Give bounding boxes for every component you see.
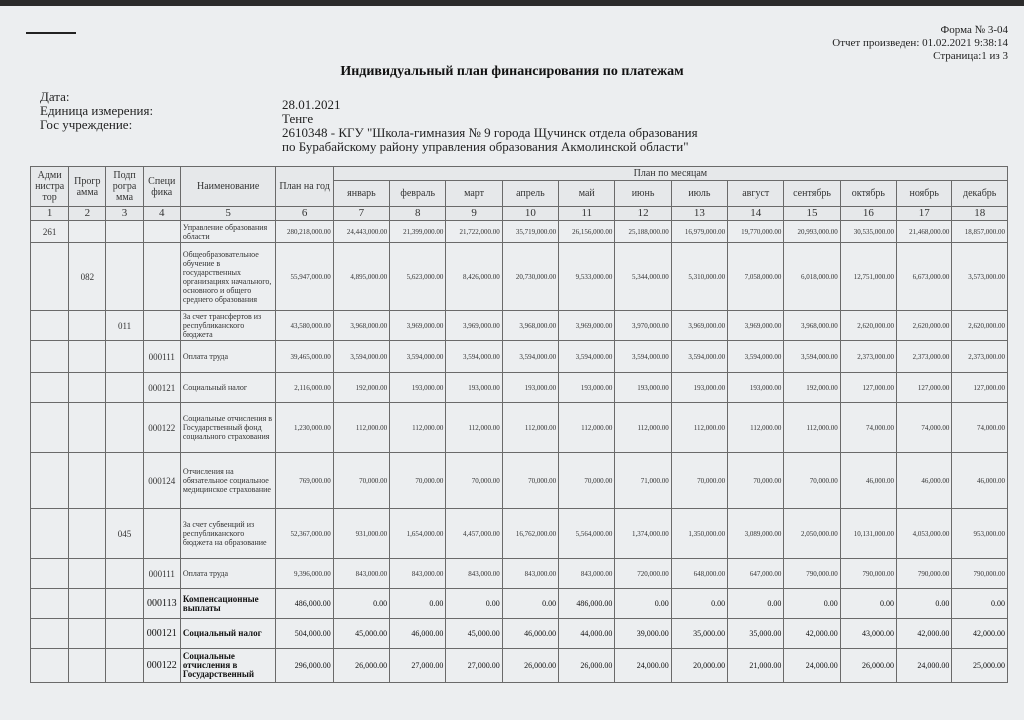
table-row bbox=[31, 649, 1008, 683]
cell-month-value: 112,000.00 bbox=[784, 403, 840, 453]
cell-program bbox=[69, 453, 106, 509]
cell-month-value: 9,533,000.00 bbox=[559, 243, 615, 311]
cell-admin bbox=[31, 453, 69, 509]
cell-month-value: 46,000.00 bbox=[502, 619, 558, 649]
cell-month-value: 70,000.00 bbox=[390, 453, 446, 509]
cell-month-value: 24,443,000.00 bbox=[333, 221, 389, 243]
cell-month-value: 112,000.00 bbox=[559, 403, 615, 453]
col-program: Прогр амма bbox=[69, 167, 106, 207]
decorative-dash bbox=[26, 32, 76, 34]
col-month: октябрь bbox=[840, 181, 896, 207]
cell-month-value: 5,310,000.00 bbox=[671, 243, 727, 311]
col-month: июнь bbox=[615, 181, 671, 207]
cell-program bbox=[69, 311, 106, 341]
cell-month-value: 21,722,000.00 bbox=[446, 221, 502, 243]
cell-admin bbox=[31, 403, 69, 453]
cell-month-value: 3,594,000.00 bbox=[615, 341, 671, 373]
cell-specifics: 000121 bbox=[143, 373, 180, 403]
cell-month-value: 70,000.00 bbox=[446, 453, 502, 509]
cell-month-value: 843,000.00 bbox=[446, 559, 502, 589]
unit-label: Единица измерения: bbox=[40, 103, 154, 118]
col-month: ноябрь bbox=[897, 181, 952, 207]
cell-month-value: 26,000.00 bbox=[502, 649, 558, 683]
cell-month-value: 71,000.00 bbox=[615, 453, 671, 509]
cell-month-value: 3,594,000.00 bbox=[559, 341, 615, 373]
cell-month-value: 192,000.00 bbox=[784, 373, 840, 403]
cell-month-value: 1,654,000.00 bbox=[390, 509, 446, 559]
unit-value: Тенге bbox=[282, 111, 314, 126]
cell-month-value: 20,993,000.00 bbox=[784, 221, 840, 243]
cell-month-value: 3,089,000.00 bbox=[728, 509, 784, 559]
cell-month-value: 127,000.00 bbox=[952, 373, 1008, 403]
cell-month-value: 2,373,000.00 bbox=[840, 341, 896, 373]
col-number: 15 bbox=[784, 207, 840, 221]
cell-month-value: 39,000.00 bbox=[615, 619, 671, 649]
table-row bbox=[31, 243, 1008, 311]
cell-subprogram bbox=[106, 559, 143, 589]
cell-month-value: 3,594,000.00 bbox=[446, 341, 502, 373]
cell-month-value: 0.00 bbox=[615, 589, 671, 619]
cell-month-value: 193,000.00 bbox=[446, 373, 502, 403]
cell-month-value: 18,857,000.00 bbox=[952, 221, 1008, 243]
cell-month-value: 2,050,000.00 bbox=[784, 509, 840, 559]
cell-name: Компенсационные выплаты bbox=[180, 589, 276, 619]
cell-subprogram bbox=[106, 619, 143, 649]
cell-month-value: 6,018,000.00 bbox=[784, 243, 840, 311]
cell-month-value: 5,623,000.00 bbox=[390, 243, 446, 311]
cell-admin bbox=[31, 373, 69, 403]
form-number: Форма № 3-04 bbox=[940, 24, 1008, 36]
cell-name: Оплата труда bbox=[180, 559, 276, 589]
col-number: 13 bbox=[671, 207, 727, 221]
cell-admin bbox=[31, 341, 69, 373]
cell-month-value: 0.00 bbox=[840, 589, 896, 619]
cell-month-value: 3,970,000.00 bbox=[615, 311, 671, 341]
cell-month-value: 2,620,000.00 bbox=[840, 311, 896, 341]
cell-month-value: 24,000.00 bbox=[897, 649, 952, 683]
cell-specifics bbox=[143, 221, 180, 243]
col-month: июль bbox=[671, 181, 727, 207]
cell-month-value: 193,000.00 bbox=[502, 373, 558, 403]
cell-specifics bbox=[143, 243, 180, 311]
cell-month-value: 2,620,000.00 bbox=[952, 311, 1008, 341]
cell-specifics: 000121 bbox=[143, 619, 180, 649]
col-number: 7 bbox=[333, 207, 389, 221]
cell-month-value: 3,969,000.00 bbox=[390, 311, 446, 341]
cell-month-value: 45,000.00 bbox=[446, 619, 502, 649]
cell-name: Оплата труда bbox=[180, 341, 276, 373]
cell-specifics: 000124 bbox=[143, 453, 180, 509]
cell-admin bbox=[31, 649, 69, 683]
header-labels bbox=[40, 90, 153, 132]
cell-month-value: 7,058,000.00 bbox=[728, 243, 784, 311]
cell-month-value: 45,000.00 bbox=[333, 619, 389, 649]
cell-month-value: 70,000.00 bbox=[784, 453, 840, 509]
cell-month-value: 27,000.00 bbox=[390, 649, 446, 683]
col-month: май bbox=[559, 181, 615, 207]
institution-line-1: 2610348 - КГУ "Школа-гимназия № 9 города Щучинск отдела образования bbox=[282, 125, 698, 140]
report-timestamp: Отчет произведен: 01.02.2021 9:38:14 bbox=[832, 37, 1008, 49]
cell-specifics bbox=[143, 311, 180, 341]
cell-month-value: 0.00 bbox=[446, 589, 502, 619]
table-row bbox=[31, 373, 1008, 403]
cell-month-value: 112,000.00 bbox=[671, 403, 727, 453]
cell-name: Социальный налог bbox=[180, 619, 276, 649]
cell-subprogram bbox=[106, 649, 143, 683]
cell-month-value: 46,000.00 bbox=[897, 453, 952, 509]
col-number: 5 bbox=[180, 207, 276, 221]
cell-month-value: 647,000.00 bbox=[728, 559, 784, 589]
cell-month-value: 26,000.00 bbox=[559, 649, 615, 683]
cell-plan-year: 9,396,000.00 bbox=[276, 559, 333, 589]
cell-plan-year: 52,367,000.00 bbox=[276, 509, 333, 559]
cell-plan-year: 769,000.00 bbox=[276, 453, 333, 509]
cell-month-value: 30,535,000.00 bbox=[840, 221, 896, 243]
cell-plan-year: 39,465,000.00 bbox=[276, 341, 333, 373]
table-row bbox=[31, 311, 1008, 341]
document-title: Индивидуальный план финансирования по платежам bbox=[340, 64, 684, 79]
cell-month-value: 16,762,000.00 bbox=[502, 509, 558, 559]
table-row bbox=[31, 403, 1008, 453]
cell-specifics: 000113 bbox=[143, 589, 180, 619]
cell-month-value: 0.00 bbox=[390, 589, 446, 619]
cell-month-value: 1,350,000.00 bbox=[671, 509, 727, 559]
cell-month-value: 3,969,000.00 bbox=[446, 311, 502, 341]
cell-month-value: 26,000.00 bbox=[333, 649, 389, 683]
cell-month-value: 3,594,000.00 bbox=[671, 341, 727, 373]
cell-program bbox=[69, 619, 106, 649]
cell-subprogram: 011 bbox=[106, 311, 143, 341]
cell-program bbox=[69, 373, 106, 403]
cell-month-value: 931,000.00 bbox=[333, 509, 389, 559]
cell-month-value: 486,000.00 bbox=[559, 589, 615, 619]
cell-admin bbox=[31, 243, 69, 311]
cell-subprogram bbox=[106, 221, 143, 243]
cell-month-value: 21,399,000.00 bbox=[390, 221, 446, 243]
cell-month-value: 3,968,000.00 bbox=[502, 311, 558, 341]
col-plan-year: План на год bbox=[276, 167, 333, 207]
cell-month-value: 0.00 bbox=[897, 589, 952, 619]
cell-month-value: 74,000.00 bbox=[897, 403, 952, 453]
col-number: 2 bbox=[69, 207, 106, 221]
cell-month-value: 790,000.00 bbox=[897, 559, 952, 589]
cell-month-value: 790,000.00 bbox=[952, 559, 1008, 589]
cell-month-value: 112,000.00 bbox=[333, 403, 389, 453]
cell-month-value: 4,895,000.00 bbox=[333, 243, 389, 311]
cell-admin bbox=[31, 589, 69, 619]
cell-month-value: 3,573,000.00 bbox=[952, 243, 1008, 311]
cell-name: За счет субвенций из республиканского бюджета на образование bbox=[180, 509, 276, 559]
cell-month-value: 843,000.00 bbox=[390, 559, 446, 589]
page-indicator: Страница:1 из 3 bbox=[933, 50, 1008, 62]
cell-month-value: 0.00 bbox=[728, 589, 784, 619]
cell-month-value: 953,000.00 bbox=[952, 509, 1008, 559]
col-number: 1 bbox=[31, 207, 69, 221]
cell-month-value: 12,751,000.00 bbox=[840, 243, 896, 311]
cell-month-value: 46,000.00 bbox=[390, 619, 446, 649]
cell-specifics bbox=[143, 509, 180, 559]
cell-month-value: 193,000.00 bbox=[728, 373, 784, 403]
cell-month-value: 46,000.00 bbox=[840, 453, 896, 509]
cell-month-value: 3,968,000.00 bbox=[784, 311, 840, 341]
col-month: декабрь bbox=[952, 181, 1008, 207]
cell-program bbox=[69, 341, 106, 373]
cell-plan-year: 43,580,000.00 bbox=[276, 311, 333, 341]
cell-month-value: 843,000.00 bbox=[333, 559, 389, 589]
col-specifics: Специ фика bbox=[143, 167, 180, 207]
cell-subprogram bbox=[106, 589, 143, 619]
col-month: март bbox=[446, 181, 502, 207]
cell-subprogram bbox=[106, 403, 143, 453]
cell-month-value: 790,000.00 bbox=[784, 559, 840, 589]
cell-month-value: 0.00 bbox=[333, 589, 389, 619]
cell-month-value: 70,000.00 bbox=[671, 453, 727, 509]
cell-plan-year: 280,218,000.00 bbox=[276, 221, 333, 243]
cell-month-value: 21,000.00 bbox=[728, 649, 784, 683]
cell-month-value: 42,000.00 bbox=[784, 619, 840, 649]
cell-month-value: 112,000.00 bbox=[390, 403, 446, 453]
cell-month-value: 6,673,000.00 bbox=[897, 243, 952, 311]
cell-month-value: 35,719,000.00 bbox=[502, 221, 558, 243]
cell-name: Управление образования области bbox=[180, 221, 276, 243]
cell-program bbox=[69, 559, 106, 589]
col-number: 3 bbox=[106, 207, 143, 221]
col-number: 14 bbox=[728, 207, 784, 221]
cell-month-value: 5,564,000.00 bbox=[559, 509, 615, 559]
col-month: сентябрь bbox=[784, 181, 840, 207]
cell-month-value: 20,730,000.00 bbox=[502, 243, 558, 311]
cell-month-value: 790,000.00 bbox=[840, 559, 896, 589]
cell-month-value: 46,000.00 bbox=[952, 453, 1008, 509]
cell-month-value: 43,000.00 bbox=[840, 619, 896, 649]
cell-month-value: 27,000.00 bbox=[446, 649, 502, 683]
cell-program: 082 bbox=[69, 243, 106, 311]
col-number: 8 bbox=[390, 207, 446, 221]
cell-plan-year: 1,230,000.00 bbox=[276, 403, 333, 453]
cell-month-value: 70,000.00 bbox=[502, 453, 558, 509]
cell-month-value: 35,000.00 bbox=[728, 619, 784, 649]
cell-month-value: 127,000.00 bbox=[897, 373, 952, 403]
cell-month-value: 1,374,000.00 bbox=[615, 509, 671, 559]
cell-month-value: 44,000.00 bbox=[559, 619, 615, 649]
cell-month-value: 3,969,000.00 bbox=[671, 311, 727, 341]
cell-plan-year: 55,947,000.00 bbox=[276, 243, 333, 311]
cell-plan-year: 2,116,000.00 bbox=[276, 373, 333, 403]
cell-month-value: 24,000.00 bbox=[784, 649, 840, 683]
cell-month-value: 10,131,000.00 bbox=[840, 509, 896, 559]
col-admin: Адми нистра тор bbox=[31, 167, 69, 207]
cell-month-value: 74,000.00 bbox=[840, 403, 896, 453]
cell-month-value: 843,000.00 bbox=[502, 559, 558, 589]
cell-subprogram bbox=[106, 453, 143, 509]
cell-admin bbox=[31, 619, 69, 649]
report-meta bbox=[832, 24, 1008, 63]
cell-month-value: 3,594,000.00 bbox=[390, 341, 446, 373]
cell-month-value: 3,969,000.00 bbox=[728, 311, 784, 341]
cell-subprogram bbox=[106, 243, 143, 311]
cell-month-value: 648,000.00 bbox=[671, 559, 727, 589]
cell-plan-year: 504,000.00 bbox=[276, 619, 333, 649]
cell-month-value: 2,373,000.00 bbox=[952, 341, 1008, 373]
cell-month-value: 4,457,000.00 bbox=[446, 509, 502, 559]
cell-subprogram bbox=[106, 373, 143, 403]
cell-month-value: 16,979,000.00 bbox=[671, 221, 727, 243]
cell-month-value: 26,000.00 bbox=[840, 649, 896, 683]
cell-name: Социальные отчисления в Государственный фонд социального страхования bbox=[180, 403, 276, 453]
cell-month-value: 70,000.00 bbox=[559, 453, 615, 509]
cell-admin bbox=[31, 311, 69, 341]
col-name: Наименование bbox=[180, 167, 276, 207]
cell-month-value: 193,000.00 bbox=[559, 373, 615, 403]
col-number: 4 bbox=[143, 207, 180, 221]
cell-program bbox=[69, 403, 106, 453]
document-page bbox=[0, 6, 1024, 720]
col-number: 16 bbox=[840, 207, 896, 221]
cell-month-value: 720,000.00 bbox=[615, 559, 671, 589]
col-number: 6 bbox=[276, 207, 333, 221]
cell-month-value: 0.00 bbox=[952, 589, 1008, 619]
cell-month-value: 843,000.00 bbox=[559, 559, 615, 589]
cell-subprogram: 045 bbox=[106, 509, 143, 559]
cell-month-value: 193,000.00 bbox=[671, 373, 727, 403]
cell-month-value: 3,594,000.00 bbox=[502, 341, 558, 373]
cell-month-value: 127,000.00 bbox=[840, 373, 896, 403]
table-row bbox=[31, 453, 1008, 509]
cell-month-value: 2,373,000.00 bbox=[897, 341, 952, 373]
cell-month-value: 3,968,000.00 bbox=[333, 311, 389, 341]
table-row bbox=[31, 589, 1008, 619]
col-month: август bbox=[728, 181, 784, 207]
cell-month-value: 70,000.00 bbox=[333, 453, 389, 509]
cell-plan-year: 486,000.00 bbox=[276, 589, 333, 619]
cell-admin bbox=[31, 509, 69, 559]
date-label: Дата: bbox=[40, 89, 70, 104]
col-month: январь bbox=[333, 181, 389, 207]
col-subprogram: Подп рогра мма bbox=[106, 167, 143, 207]
institution-label: Гос учреждение: bbox=[40, 117, 133, 132]
cell-program bbox=[69, 509, 106, 559]
cell-name: За счет трансфертов из республиканского бюджета bbox=[180, 311, 276, 341]
header-values bbox=[282, 98, 698, 154]
cell-month-value: 193,000.00 bbox=[390, 373, 446, 403]
cell-month-value: 112,000.00 bbox=[502, 403, 558, 453]
cell-month-value: 8,426,000.00 bbox=[446, 243, 502, 311]
cell-month-value: 25,188,000.00 bbox=[615, 221, 671, 243]
table-row bbox=[31, 509, 1008, 559]
cell-name: Социальные отчисления в Государственный bbox=[180, 649, 276, 683]
cell-program bbox=[69, 589, 106, 619]
col-number: 10 bbox=[502, 207, 558, 221]
cell-month-value: 112,000.00 bbox=[615, 403, 671, 453]
cell-month-value: 3,594,000.00 bbox=[784, 341, 840, 373]
cell-month-value: 112,000.00 bbox=[446, 403, 502, 453]
col-plan-by-month: План по месяцам bbox=[333, 167, 1007, 181]
col-number: 11 bbox=[559, 207, 615, 221]
cell-name: Общеобразовательное обучение в государственных организациях начального, основного и общего среднего образования bbox=[180, 243, 276, 311]
cell-month-value: 4,053,000.00 bbox=[897, 509, 952, 559]
cell-name: Социальный налог bbox=[180, 373, 276, 403]
table-row bbox=[31, 221, 1008, 243]
cell-name: Отчисления на обязательное социальное медицинское страхование bbox=[180, 453, 276, 509]
cell-month-value: 25,000.00 bbox=[952, 649, 1008, 683]
cell-specifics: 000122 bbox=[143, 649, 180, 683]
cell-month-value: 26,156,000.00 bbox=[559, 221, 615, 243]
cell-month-value: 2,620,000.00 bbox=[897, 311, 952, 341]
cell-month-value: 112,000.00 bbox=[728, 403, 784, 453]
cell-month-value: 5,344,000.00 bbox=[615, 243, 671, 311]
col-number: 9 bbox=[446, 207, 502, 221]
cell-month-value: 20,000.00 bbox=[671, 649, 727, 683]
cell-month-value: 193,000.00 bbox=[615, 373, 671, 403]
cell-month-value: 3,969,000.00 bbox=[559, 311, 615, 341]
cell-month-value: 19,770,000.00 bbox=[728, 221, 784, 243]
col-number: 17 bbox=[897, 207, 952, 221]
table-row bbox=[31, 341, 1008, 373]
cell-month-value: 35,000.00 bbox=[671, 619, 727, 649]
cell-month-value: 3,594,000.00 bbox=[728, 341, 784, 373]
institution-line-2: по Бурабайскому району управления образования Акмолинской области" bbox=[282, 139, 689, 154]
cell-month-value: 0.00 bbox=[502, 589, 558, 619]
cell-specifics: 000122 bbox=[143, 403, 180, 453]
cell-month-value: 42,000.00 bbox=[952, 619, 1008, 649]
cell-specifics: 000111 bbox=[143, 341, 180, 373]
cell-month-value: 70,000.00 bbox=[728, 453, 784, 509]
cell-month-value: 21,468,000.00 bbox=[897, 221, 952, 243]
cell-month-value: 3,594,000.00 bbox=[333, 341, 389, 373]
cell-program bbox=[69, 221, 106, 243]
cell-month-value: 74,000.00 bbox=[952, 403, 1008, 453]
cell-specifics: 000111 bbox=[143, 559, 180, 589]
date-value: 28.01.2021 bbox=[282, 97, 341, 112]
cell-admin: 261 bbox=[31, 221, 69, 243]
col-number: 12 bbox=[615, 207, 671, 221]
cell-plan-year: 296,000.00 bbox=[276, 649, 333, 683]
financing-plan-table bbox=[30, 166, 1008, 683]
col-number: 18 bbox=[952, 207, 1008, 221]
cell-month-value: 0.00 bbox=[784, 589, 840, 619]
cell-month-value: 192,000.00 bbox=[333, 373, 389, 403]
table-row bbox=[31, 619, 1008, 649]
col-month: февраль bbox=[390, 181, 446, 207]
col-month: апрель bbox=[502, 181, 558, 207]
cell-admin bbox=[31, 559, 69, 589]
cell-month-value: 24,000.00 bbox=[615, 649, 671, 683]
cell-month-value: 42,000.00 bbox=[897, 619, 952, 649]
table-row bbox=[31, 559, 1008, 589]
cell-month-value: 0.00 bbox=[671, 589, 727, 619]
cell-subprogram bbox=[106, 341, 143, 373]
cell-program bbox=[69, 649, 106, 683]
